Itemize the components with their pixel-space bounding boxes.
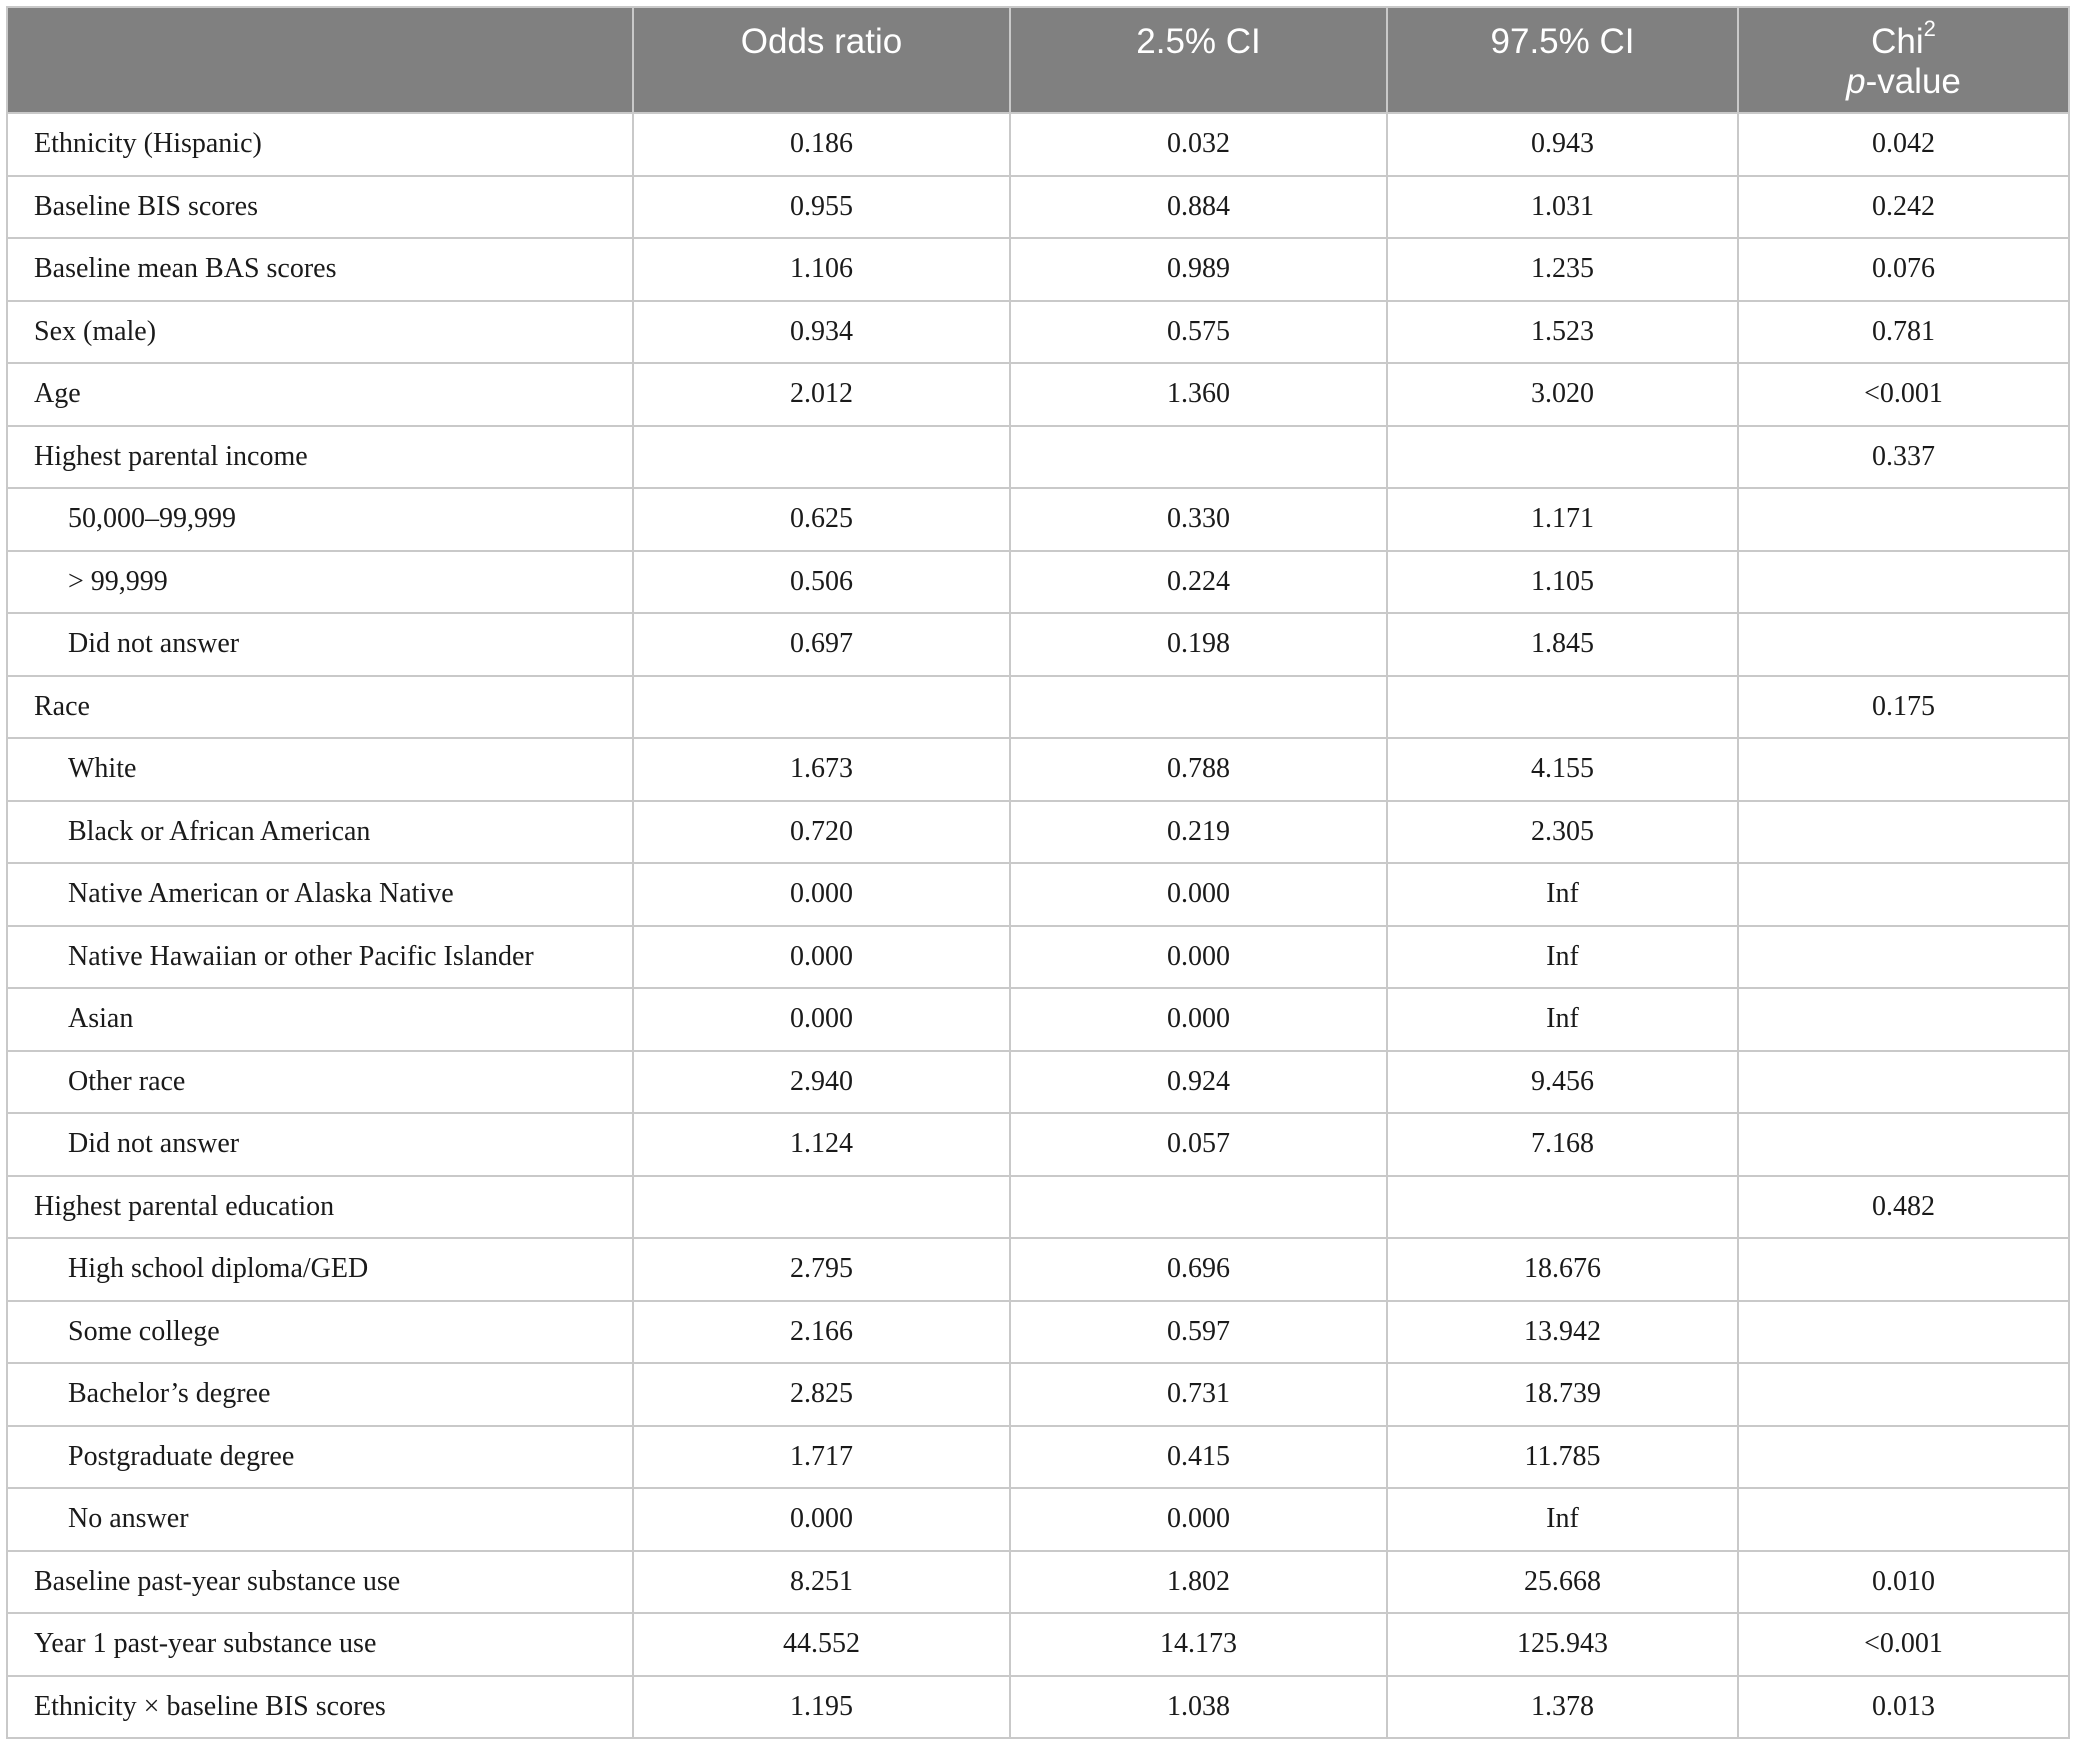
ci-high-cell: 3.020 [1387, 363, 1738, 426]
pvalue-cell [1738, 801, 2069, 864]
ci-high-cell: 1.235 [1387, 238, 1738, 301]
ci-low-cell: 0.788 [1010, 738, 1387, 801]
table-row [7, 738, 2069, 801]
ci-low-cell: 0.198 [1010, 613, 1387, 676]
ci-low-cell: 0.224 [1010, 551, 1387, 614]
pvalue-cell: 0.781 [1738, 301, 2069, 364]
ci-high-cell: 1.845 [1387, 613, 1738, 676]
table-row [7, 926, 2069, 989]
table-row [7, 1426, 2069, 1489]
odds-ratio-cell: 0.000 [633, 1488, 1010, 1551]
row-label-cell: Did not answer [7, 613, 633, 676]
row-label-cell: Highest parental education [7, 1176, 633, 1239]
header-blank [7, 7, 633, 113]
ci-low-cell: 0.000 [1010, 863, 1387, 926]
ci-low-cell [1010, 1176, 1387, 1239]
table-row [7, 1176, 2069, 1239]
row-label-cell: 50,000–99,999 [7, 488, 633, 551]
odds-ratio-cell: 0.720 [633, 801, 1010, 864]
odds-ratio-cell: 44.552 [633, 1613, 1010, 1676]
ci-low-cell: 0.415 [1010, 1426, 1387, 1489]
table-row [7, 301, 2069, 364]
pvalue-cell [1738, 1051, 2069, 1114]
ci-low-cell: 14.173 [1010, 1613, 1387, 1676]
pvalue-cell: 0.337 [1738, 426, 2069, 489]
ci-low-cell [1010, 426, 1387, 489]
odds-ratio-cell [633, 1176, 1010, 1239]
ci-low-cell: 1.038 [1010, 1676, 1387, 1739]
row-label-cell: Baseline past-year substance use [7, 1551, 633, 1614]
row-label-cell: Some college [7, 1301, 633, 1364]
row-label-cell: Bachelor’s degree [7, 1363, 633, 1426]
table-row [7, 176, 2069, 239]
table-row [7, 676, 2069, 739]
ci-high-cell: 0.943 [1387, 113, 1738, 176]
pvalue-cell [1738, 1363, 2069, 1426]
odds-ratio-cell: 0.000 [633, 863, 1010, 926]
pvalue-cell [1738, 738, 2069, 801]
odds-ratio-cell: 0.934 [633, 301, 1010, 364]
ci-low-cell: 0.989 [1010, 238, 1387, 301]
table-row [7, 1488, 2069, 1551]
pvalue-cell [1738, 926, 2069, 989]
header-chi2-pvalue [1738, 7, 2069, 113]
results-table-container [6, 6, 2068, 1739]
ci-high-cell: 18.676 [1387, 1238, 1738, 1301]
odds-ratio-cell: 2.795 [633, 1238, 1010, 1301]
ci-low-cell: 0.696 [1010, 1238, 1387, 1301]
odds-ratio-cell [633, 426, 1010, 489]
ci-low-cell: 0.219 [1010, 801, 1387, 864]
row-label-cell: Ethnicity × baseline BIS scores [7, 1676, 633, 1739]
pvalue-cell [1738, 488, 2069, 551]
table-header [7, 7, 2069, 113]
table-row [7, 613, 2069, 676]
ci-high-cell: 1.378 [1387, 1676, 1738, 1739]
ci-low-cell [1010, 676, 1387, 739]
table-body [7, 113, 2069, 1738]
header-ci-high: 97.5% CI [1387, 7, 1738, 113]
odds-ratio-cell: 1.106 [633, 238, 1010, 301]
pvalue-cell [1738, 613, 2069, 676]
ci-low-cell: 0.924 [1010, 1051, 1387, 1114]
header-odds-ratio: Odds ratio [633, 7, 1010, 113]
odds-ratio-table [6, 6, 2070, 1739]
header-p-italic: p [1846, 62, 1866, 101]
ci-high-cell: 18.739 [1387, 1363, 1738, 1426]
ci-low-cell: 0.000 [1010, 988, 1387, 1051]
table-row [7, 1051, 2069, 1114]
pvalue-cell [1738, 988, 2069, 1051]
odds-ratio-cell: 0.000 [633, 926, 1010, 989]
ci-high-cell: 9.456 [1387, 1051, 1738, 1114]
odds-ratio-cell: 2.012 [633, 363, 1010, 426]
row-label-cell: Native Hawaiian or other Pacific Islander [7, 926, 633, 989]
ci-high-cell: 11.785 [1387, 1426, 1738, 1489]
header-chi-text: Chi [1871, 22, 1924, 61]
ci-low-cell: 0.000 [1010, 926, 1387, 989]
ci-low-cell: 0.000 [1010, 1488, 1387, 1551]
ci-low-cell: 0.575 [1010, 301, 1387, 364]
header-chi-superscript: 2 [1923, 16, 1936, 42]
table-row [7, 1238, 2069, 1301]
ci-high-cell: Inf [1387, 1488, 1738, 1551]
row-label-cell: Native American or Alaska Native [7, 863, 633, 926]
table-row [7, 113, 2069, 176]
table-row [7, 1551, 2069, 1614]
header-ci-low: 2.5% CI [1010, 7, 1387, 113]
row-label-cell: Highest parental income [7, 426, 633, 489]
pvalue-cell: 0.175 [1738, 676, 2069, 739]
row-label-cell: Asian [7, 988, 633, 1051]
row-label-cell: Age [7, 363, 633, 426]
odds-ratio-cell: 8.251 [633, 1551, 1010, 1614]
pvalue-cell [1738, 1301, 2069, 1364]
odds-ratio-cell: 1.673 [633, 738, 1010, 801]
table-row [7, 363, 2069, 426]
pvalue-cell: <0.001 [1738, 363, 2069, 426]
ci-low-cell: 1.802 [1010, 1551, 1387, 1614]
pvalue-cell: 0.242 [1738, 176, 2069, 239]
odds-ratio-cell: 1.717 [633, 1426, 1010, 1489]
row-label-cell: Postgraduate degree [7, 1426, 633, 1489]
ci-low-cell: 0.032 [1010, 113, 1387, 176]
ci-high-cell: 1.031 [1387, 176, 1738, 239]
row-label-cell: Sex (male) [7, 301, 633, 364]
pvalue-cell [1738, 863, 2069, 926]
odds-ratio-cell: 2.825 [633, 1363, 1010, 1426]
table-row [7, 551, 2069, 614]
header-row [7, 7, 2069, 113]
row-label-cell: Ethnicity (Hispanic) [7, 113, 633, 176]
ci-high-cell: 7.168 [1387, 1113, 1738, 1176]
table-row [7, 988, 2069, 1051]
pvalue-cell: 0.042 [1738, 113, 2069, 176]
row-label-cell: Year 1 past-year substance use [7, 1613, 633, 1676]
ci-high-cell: 1.171 [1387, 488, 1738, 551]
pvalue-cell [1738, 551, 2069, 614]
odds-ratio-cell: 0.000 [633, 988, 1010, 1051]
odds-ratio-cell: 0.506 [633, 551, 1010, 614]
row-label-cell: Baseline mean BAS scores [7, 238, 633, 301]
ci-low-cell: 0.731 [1010, 1363, 1387, 1426]
table-row [7, 1301, 2069, 1364]
odds-ratio-cell: 2.166 [633, 1301, 1010, 1364]
ci-low-cell: 0.057 [1010, 1113, 1387, 1176]
ci-high-cell [1387, 1176, 1738, 1239]
row-label-cell: > 99,999 [7, 551, 633, 614]
ci-high-cell [1387, 426, 1738, 489]
ci-high-cell: 13.942 [1387, 1301, 1738, 1364]
ci-low-cell: 1.360 [1010, 363, 1387, 426]
pvalue-cell: 0.482 [1738, 1176, 2069, 1239]
pvalue-cell [1738, 1426, 2069, 1489]
row-label-cell: Black or African American [7, 801, 633, 864]
row-label-cell: Race [7, 676, 633, 739]
table-row [7, 863, 2069, 926]
odds-ratio-cell: 0.625 [633, 488, 1010, 551]
ci-high-cell: 4.155 [1387, 738, 1738, 801]
pvalue-cell: 0.013 [1738, 1676, 2069, 1739]
table-row [7, 1113, 2069, 1176]
ci-high-cell: Inf [1387, 863, 1738, 926]
pvalue-cell [1738, 1488, 2069, 1551]
ci-high-cell [1387, 676, 1738, 739]
row-label-cell: No answer [7, 1488, 633, 1551]
odds-ratio-cell: 0.697 [633, 613, 1010, 676]
header-pvalue-text: -value [1865, 62, 1961, 101]
pvalue-cell: <0.001 [1738, 1613, 2069, 1676]
ci-high-cell: 1.105 [1387, 551, 1738, 614]
row-label-cell: Baseline BIS scores [7, 176, 633, 239]
ci-high-cell: Inf [1387, 988, 1738, 1051]
table-row [7, 1613, 2069, 1676]
row-label-cell: Did not answer [7, 1113, 633, 1176]
odds-ratio-cell: 1.195 [633, 1676, 1010, 1739]
pvalue-cell: 0.076 [1738, 238, 2069, 301]
table-row [7, 238, 2069, 301]
pvalue-cell [1738, 1238, 2069, 1301]
ci-high-cell: 1.523 [1387, 301, 1738, 364]
row-label-cell: Other race [7, 1051, 633, 1114]
table-row [7, 488, 2069, 551]
pvalue-cell [1738, 1113, 2069, 1176]
odds-ratio-cell: 0.955 [633, 176, 1010, 239]
table-row [7, 1676, 2069, 1739]
row-label-cell: White [7, 738, 633, 801]
row-label-cell: High school diploma/GED [7, 1238, 633, 1301]
ci-high-cell: 2.305 [1387, 801, 1738, 864]
odds-ratio-cell: 2.940 [633, 1051, 1010, 1114]
table-row [7, 1363, 2069, 1426]
odds-ratio-cell: 1.124 [633, 1113, 1010, 1176]
ci-low-cell: 0.884 [1010, 176, 1387, 239]
ci-low-cell: 0.330 [1010, 488, 1387, 551]
ci-high-cell: 125.943 [1387, 1613, 1738, 1676]
ci-high-cell: 25.668 [1387, 1551, 1738, 1614]
pvalue-cell: 0.010 [1738, 1551, 2069, 1614]
odds-ratio-cell: 0.186 [633, 113, 1010, 176]
table-row [7, 426, 2069, 489]
ci-high-cell: Inf [1387, 926, 1738, 989]
ci-low-cell: 0.597 [1010, 1301, 1387, 1364]
table-row [7, 801, 2069, 864]
odds-ratio-cell [633, 676, 1010, 739]
